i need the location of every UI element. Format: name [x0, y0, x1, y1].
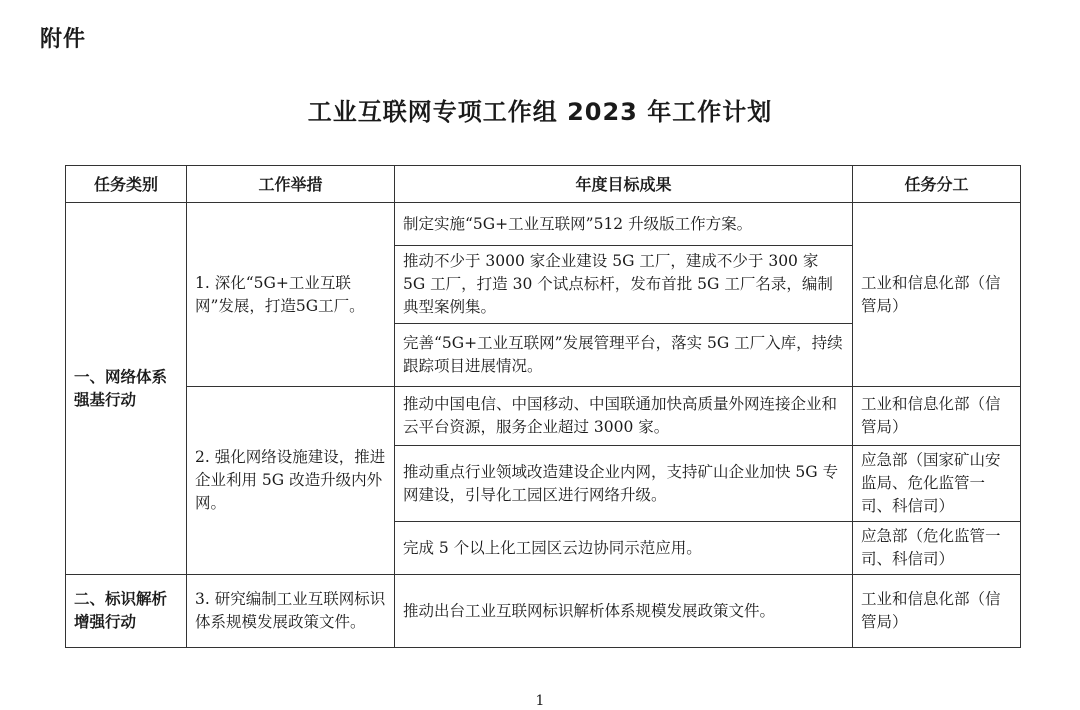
annual-target-cell: 推动中国电信、中国移动、中国联通加快高质量外网连接企业和云平台资源，服务企业超过 3000 家。 [395, 387, 853, 446]
task-division-cell: 应急部（国家矿山安监局、危化监管一司、科信司） [853, 446, 1021, 522]
table-row [66, 575, 1021, 648]
task-division-cell: 工业和信息化部（信管局） [853, 575, 1021, 648]
annual-target-cell: 完成 5 个以上化工园区云边协同示范应用。 [395, 522, 853, 575]
header-task-category: 任务类别 [66, 166, 187, 203]
annual-target-cell: 完善“5G+工业互联网”发展管理平台，落实 5G 工厂入库，持续跟踪项目进展情况。 [395, 324, 853, 387]
header-task-division: 任务分工 [853, 166, 1021, 203]
task-division-cell: 工业和信息化部（信管局） [853, 203, 1021, 387]
annual-target-cell: 制定实施“5G+工业互联网”512 升级版工作方案。 [395, 203, 853, 246]
annual-target-cell: 推动重点行业领域改造建设企业内网，支持矿山企业加快 5G 专网建设，引导化工园区进行网络升级。 [395, 446, 853, 522]
annual-target-cell: 推动出台工业互联网标识解析体系规模发展政策文件。 [395, 575, 853, 648]
header-work-measure: 工作举措 [187, 166, 395, 203]
task-division-cell: 应急部（危化监管一司、科信司） [853, 522, 1021, 575]
work-plan-table [65, 165, 1021, 648]
page-number: 1 [535, 693, 545, 709]
attachment-label: 附件 [40, 27, 87, 52]
annual-target-cell: 推动不少于 3000 家企业建设 5G 工厂，建成不少于 300 家 5G 工厂，打造 30 个试点标杆，发布首批 5G 工厂名录，编制典型案例集。 [395, 246, 853, 324]
work-measure-cell: 1. 深化“5G+工业互联网”发展，打造5G工厂。 [187, 203, 395, 387]
task-category-cell: 一、网络体系强基行动 [66, 203, 187, 575]
task-category-cell: 二、标识解析增强行动 [66, 575, 187, 648]
table-row [66, 203, 1021, 246]
task-division-cell: 工业和信息化部（信管局） [853, 387, 1021, 446]
work-measure-cell: 2. 强化网络设施建设，推进企业利用 5G 改造升级内外网。 [187, 387, 395, 575]
table-row [66, 387, 1021, 446]
page-title: 工业互联网专项工作组 2023 年工作计划 [307, 98, 773, 126]
work-measure-cell: 3. 研究编制工业互联网标识体系规模发展政策文件。 [187, 575, 395, 648]
table-header-row [66, 166, 1021, 203]
header-annual-target: 年度目标成果 [395, 166, 853, 203]
